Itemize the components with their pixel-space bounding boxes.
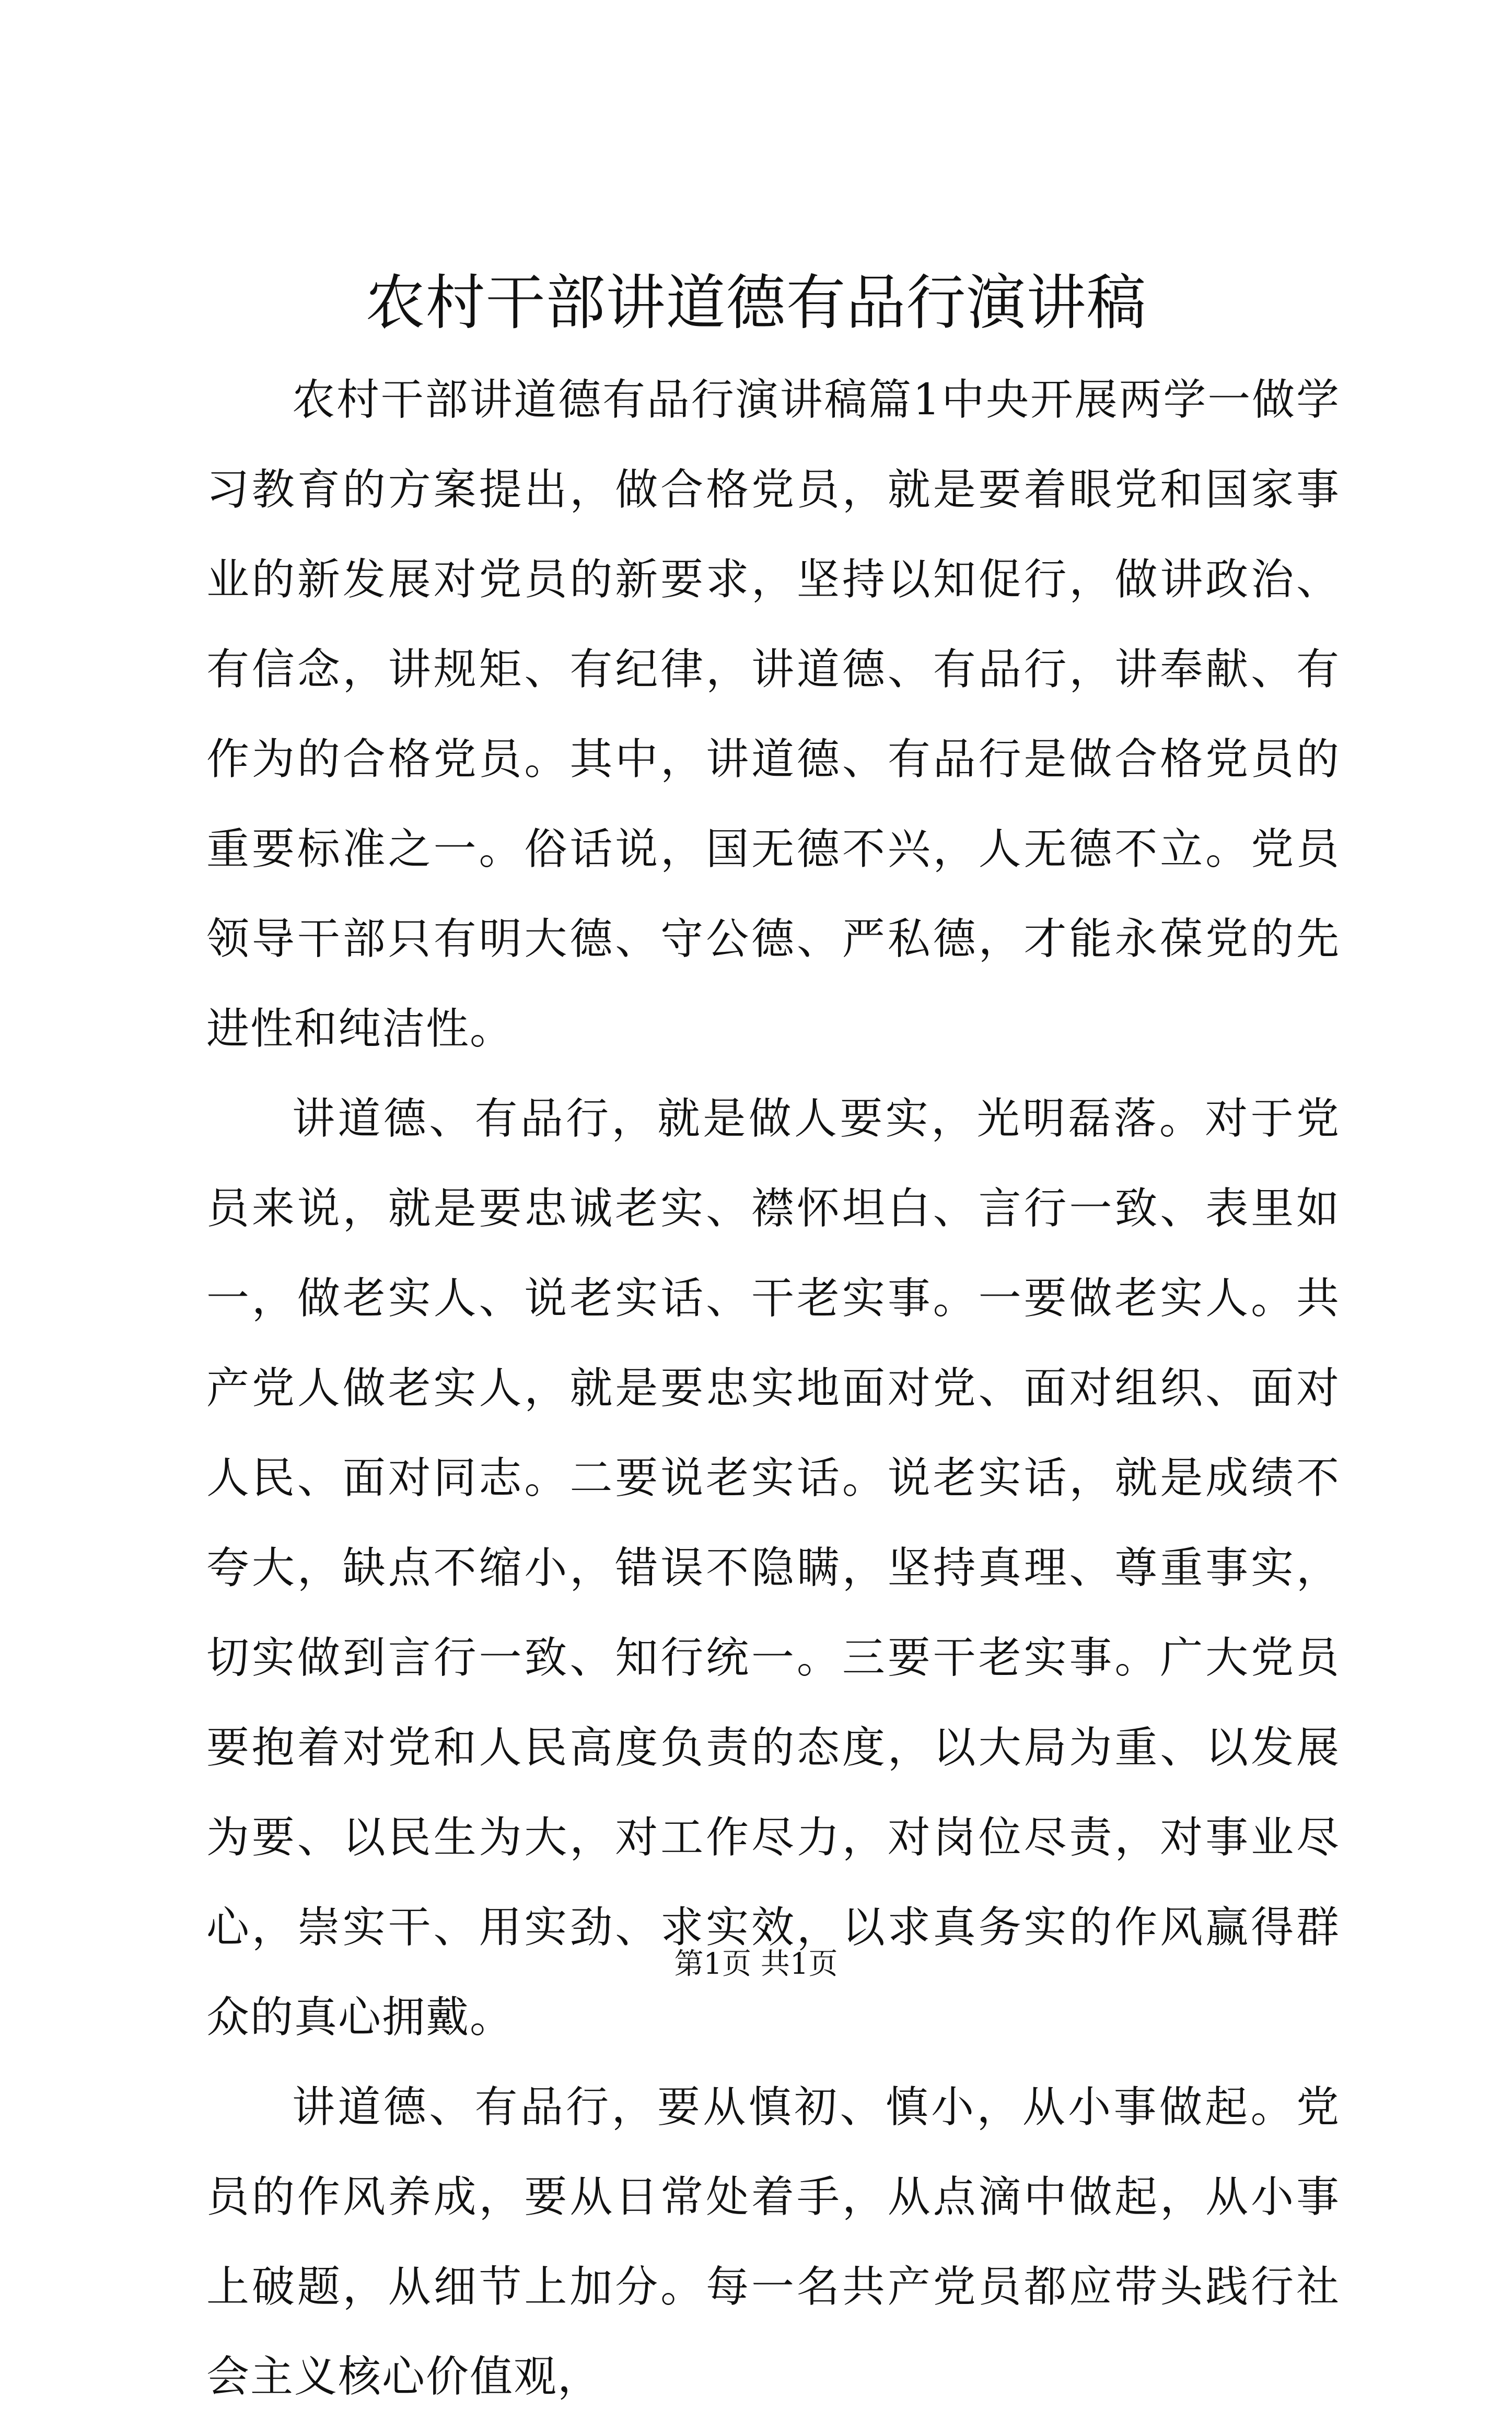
paragraph-2: 讲道德、有品行，就是做人要实，光明磊落。对于党员来说，就是要忠诚老实、襟怀坦白、言行一致、表里如一，做老实人、说老实话、干老实事。一要做老实人。共产党人做老实人，就是要忠实地面对党、面对组织、面对人民、面对同志。二要说老实话。说老实话，就是成绩不夸大，缺点不缩小，错误不隐瞒，坚持真理、尊重事实，切实做到言行一致、知行统一。三要干老实事。广大党员要抱着对党和人民高度负责的态度，以大局为重、以发展为要、以民生为大，对工作尽力，对岗位尽责，对事业尽心，崇实干、用实劲、求实效，以求真务实的作风赢得群众的真心拥戴。 xyxy=(206,1094,1340,2042)
page-title: 农村干部讲道德有品行演讲稿 xyxy=(365,268,1147,337)
document-body xyxy=(206,355,1340,2422)
paragraph-1: 农村干部讲道德有品行演讲稿篇1中央开展两学一做学习教育的方案提出，做合格党员，就是要着眼党和国家事业的新发展对党员的新要求，坚持以知促行，做讲政治、有信念，讲规矩、有纪律，讲道德、有品行，讲奉献、有作为的合格党员。其中，讲道德、有品行是做合格党员的重要标准之一。俗话说，国无德不兴，人无德不立。党员领导干部只有明大德、守公德、严私德，才能永葆党的先进性和纯洁性。 xyxy=(206,375,1340,1054)
paragraph-3: 讲道德、有品行，要从慎初、慎小，从小事做起。党员的作风养成，要从日常处着手，从点滴中做起，从小事上破题，从细节上加分。每一名共产党员都应带头践行社会主义核心价值观， xyxy=(206,2082,1340,2402)
page-footer: 第1页 共1页 xyxy=(674,1947,838,1981)
